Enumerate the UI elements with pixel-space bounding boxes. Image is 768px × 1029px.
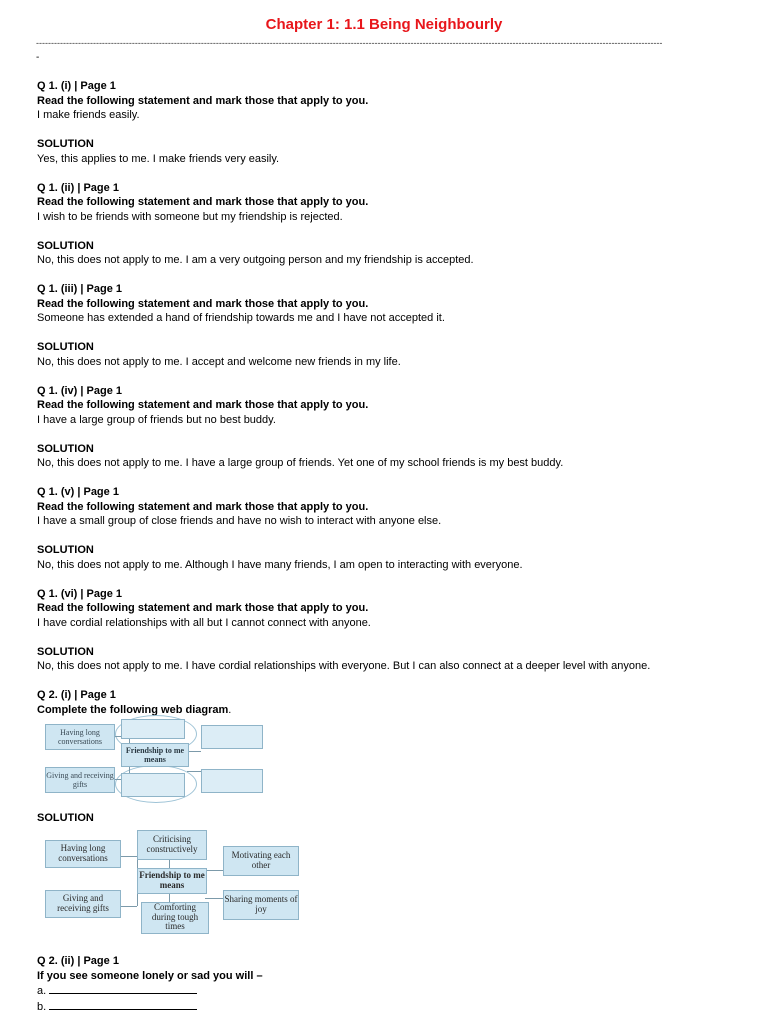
question-ref: Q 2. (i) | Page 1: [37, 689, 116, 701]
solution-box-center: Friendship to me means: [137, 868, 207, 894]
diagram-box-right-top-empty: [201, 725, 263, 749]
solution-box-left-bottom: Giving and receiving gifts: [45, 890, 121, 918]
solution-box-left-top: Having long conversations: [45, 840, 121, 868]
question-ref: Q 1. (v) | Page 1: [37, 486, 119, 498]
question-prompt: Read the following statement and mark those that apply to you.: [37, 297, 369, 310]
question-prompt: Complete the following web diagram.: [37, 703, 232, 716]
question-ref: Q 1. (vi) | Page 1: [37, 587, 122, 600]
question-ref: Q 2. (ii) | Page 1: [37, 955, 119, 967]
question-statement: I have cordial relationships with all but I cannot connect with anyone.: [37, 616, 371, 629]
solution-label: SOLUTION: [37, 442, 94, 455]
question-q1-block: [37, 79, 737, 166]
connector-line: [119, 906, 137, 907]
question-statement: I make friends easily.: [37, 109, 140, 121]
connector-line: [119, 856, 137, 857]
solution-text: No, this does not apply to me. Although I have many friends, I am open to interacting with everyone.: [37, 558, 523, 571]
separator-tail: -: [36, 52, 40, 63]
diagram-box-bottom-empty: [121, 773, 185, 797]
question-statement: I wish to be friends with someone but my friendship is rejected.: [37, 210, 343, 223]
question-q1-block: [37, 282, 737, 369]
question-prompt: Read the following statement and mark those that apply to you.: [37, 94, 369, 107]
question-q1-block: [37, 485, 737, 572]
question-ref: Q 1. (iv) | Page 1: [37, 384, 122, 397]
question-prompt: Read the following statement and mark those that apply to you.: [37, 602, 369, 614]
solution-label: SOLUTION: [37, 341, 94, 353]
solution-box-right-bottom: Sharing moments of joy: [223, 890, 299, 920]
question-q2-ii: [37, 954, 737, 1014]
question-statement: I have a small group of close friends and have no wish to interact with anyone else.: [37, 515, 442, 527]
question-ref: Q 1. (i) | Page 1: [37, 80, 116, 92]
answer-blank[interactable]: [49, 983, 197, 994]
answer-line-b: b.: [37, 999, 737, 1015]
question-q1-block: [37, 384, 737, 471]
question-ref: Q 1. (iii) | Page 1: [37, 283, 122, 295]
diagram-box-center: Friendship to me means: [121, 743, 189, 767]
question-statement: Someone has extended a hand of friendship towards me and I have not accepted it.: [37, 312, 445, 324]
question-ref: Q 1. (ii) | Page 1: [37, 181, 119, 194]
solution-text: No, this does not apply to me. I have cordial relationships with everyone. But I can also connect at a deeper level with anyone.: [37, 660, 651, 672]
question-q2-i: [37, 688, 737, 940]
answer-blank[interactable]: [49, 999, 197, 1010]
question-prompt: Read the following statement and mark those that apply to you.: [37, 500, 369, 513]
question-prompt: Read the following statement and mark those that apply to you.: [37, 399, 369, 411]
chapter-title: Chapter 1: 1.1 Being Neighbourly: [265, 16, 503, 33]
solution-box-right-top: Motivating each other: [223, 846, 299, 876]
solution-label: SOLUTION: [37, 812, 94, 824]
solution-label: SOLUTION: [37, 138, 94, 150]
solution-box-bottom: Comforting during tough times: [141, 902, 209, 934]
solution-label: SOLUTION: [37, 645, 94, 658]
connector-line: [205, 870, 225, 871]
solution-text: No, this does not apply to me. I am a very outgoing person and my friendship is accepted.: [37, 254, 474, 266]
web-diagram-solution: [45, 830, 305, 940]
document-content: [37, 79, 737, 1029]
connector-line: [169, 860, 170, 868]
answer-line-a: a.: [37, 983, 737, 999]
question-q1-block: [37, 587, 737, 674]
solution-label: SOLUTION: [37, 544, 94, 556]
diagram-box-left-top: Having long conversations: [45, 724, 115, 750]
connector-line: [187, 751, 201, 752]
solution-box-top: Criticising constructively: [137, 830, 207, 860]
solution-label: SOLUTION: [37, 239, 94, 252]
web-diagram-question: [45, 721, 295, 799]
question-prompt: If you see someone lonely or sad you will –: [37, 969, 263, 982]
diagram-box-top-empty: [121, 719, 185, 739]
solution-text: No, this does not apply to me. I have a large group of friends. Yet one of my school friends is my best buddy.: [37, 457, 564, 469]
solution-text: No, this does not apply to me. I accept and welcome new friends in my life.: [37, 355, 401, 368]
diagram-box-left-bottom: Giving and receiving gifts: [45, 767, 115, 793]
question-q1-block: [37, 181, 737, 268]
connector-line: [205, 898, 225, 899]
diagram-box-right-bottom-empty: [201, 769, 263, 793]
connector-line: [187, 771, 201, 772]
question-prompt: Read the following statement and mark those that apply to you.: [37, 196, 369, 208]
solution-text: Yes, this applies to me. I make friends very easily.: [37, 152, 280, 165]
separator-line: -----------------------------------------------------------------------------------------------------------------------------------------------------------------------------------------------------------------: [36, 38, 663, 48]
question-statement: I have a large group of friends but no best buddy.: [37, 413, 276, 426]
question-list: [37, 79, 737, 674]
